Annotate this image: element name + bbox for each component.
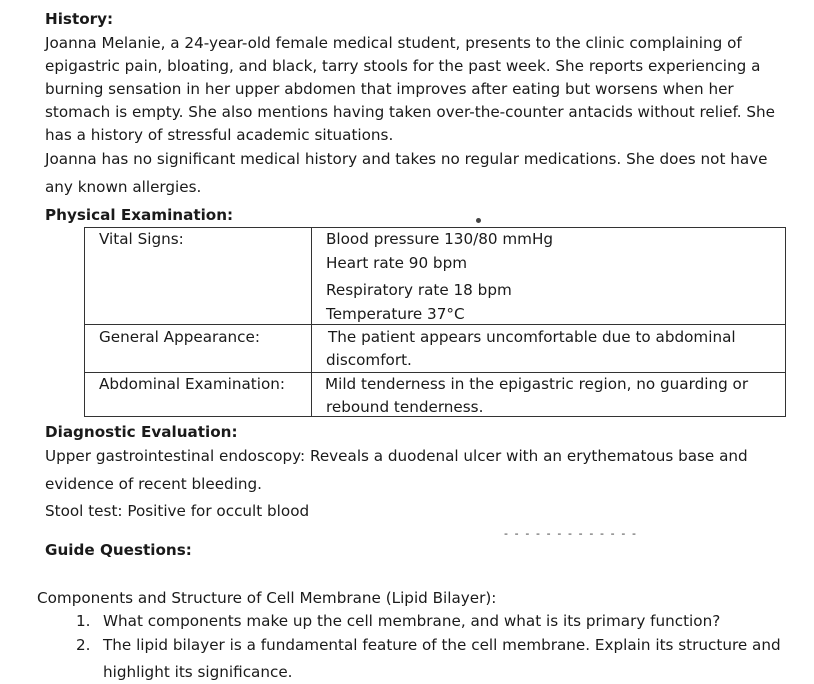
history-heading: History:	[45, 10, 114, 28]
general-appearance-label: General Appearance:	[99, 328, 260, 346]
vital-signs-label: Vital Signs:	[99, 230, 184, 248]
question-text: highlight its significance.	[103, 663, 293, 681]
question-number: 2.	[76, 636, 91, 654]
table-column-divider	[311, 228, 312, 416]
history-line: Joanna has no significant medical history and takes no regular medications. She does not have	[45, 150, 768, 168]
history-line: epigastric pain, bloating, and black, tarry stools for the past week. She reports experiencing a	[45, 57, 761, 75]
dashed-line: - - - - - - - - - - - - -	[504, 527, 638, 540]
diagnostic-line: Upper gastrointestinal endoscopy: Reveals a duodenal ulcer with an erythematous base and	[45, 447, 748, 465]
question-number: 1.	[76, 612, 91, 630]
history-line: has a history of stressful academic situations.	[45, 126, 394, 144]
vital-sign-value: Blood pressure 130/80 mmHg	[326, 230, 554, 248]
vital-sign-value: Heart rate 90 bpm	[326, 254, 468, 272]
abdominal-exam-label: Abdominal Examination:	[99, 375, 286, 393]
history-line: stomach is empty. She also mentions having taken over-the-counter antacids without relief. She	[45, 103, 776, 121]
general-appearance-value: The patient appears uncomfortable due to abdominal	[328, 328, 736, 346]
diagnostic-heading: Diagnostic Evaluation:	[45, 423, 238, 441]
guide-section-title: Components and Structure of Cell Membrane (Lipid Bilayer):	[37, 589, 497, 607]
guide-questions-heading: Guide Questions:	[45, 541, 192, 559]
history-line: Joanna Melanie, a 24-year-old female medical student, presents to the clinic complaining of	[45, 34, 742, 52]
bullet-dot	[476, 218, 481, 223]
diagnostic-line: Stool test: Positive for occult blood	[45, 502, 310, 520]
question-text: The lipid bilayer is a fundamental feature of the cell membrane. Explain its structure and	[103, 636, 781, 654]
vital-sign-value: Respiratory rate 18 bpm	[326, 281, 512, 299]
question-text: What components make up the cell membrane, and what is its primary function?	[103, 612, 721, 630]
history-line: any known allergies.	[45, 178, 202, 196]
abdominal-exam-value: Mild tenderness in the epigastric region, no guarding or	[325, 375, 749, 393]
diagnostic-line: evidence of recent bleeding.	[45, 475, 263, 493]
physical-exam-heading: Physical Examination:	[45, 206, 234, 224]
vital-sign-value: Temperature 37°C	[326, 305, 465, 323]
history-line: burning sensation in her upper abdomen that improves after eating but worsens when her	[45, 80, 734, 98]
physical-exam-table	[84, 227, 786, 417]
abdominal-exam-value: rebound tenderness.	[326, 398, 484, 416]
general-appearance-value: discomfort.	[326, 351, 412, 369]
